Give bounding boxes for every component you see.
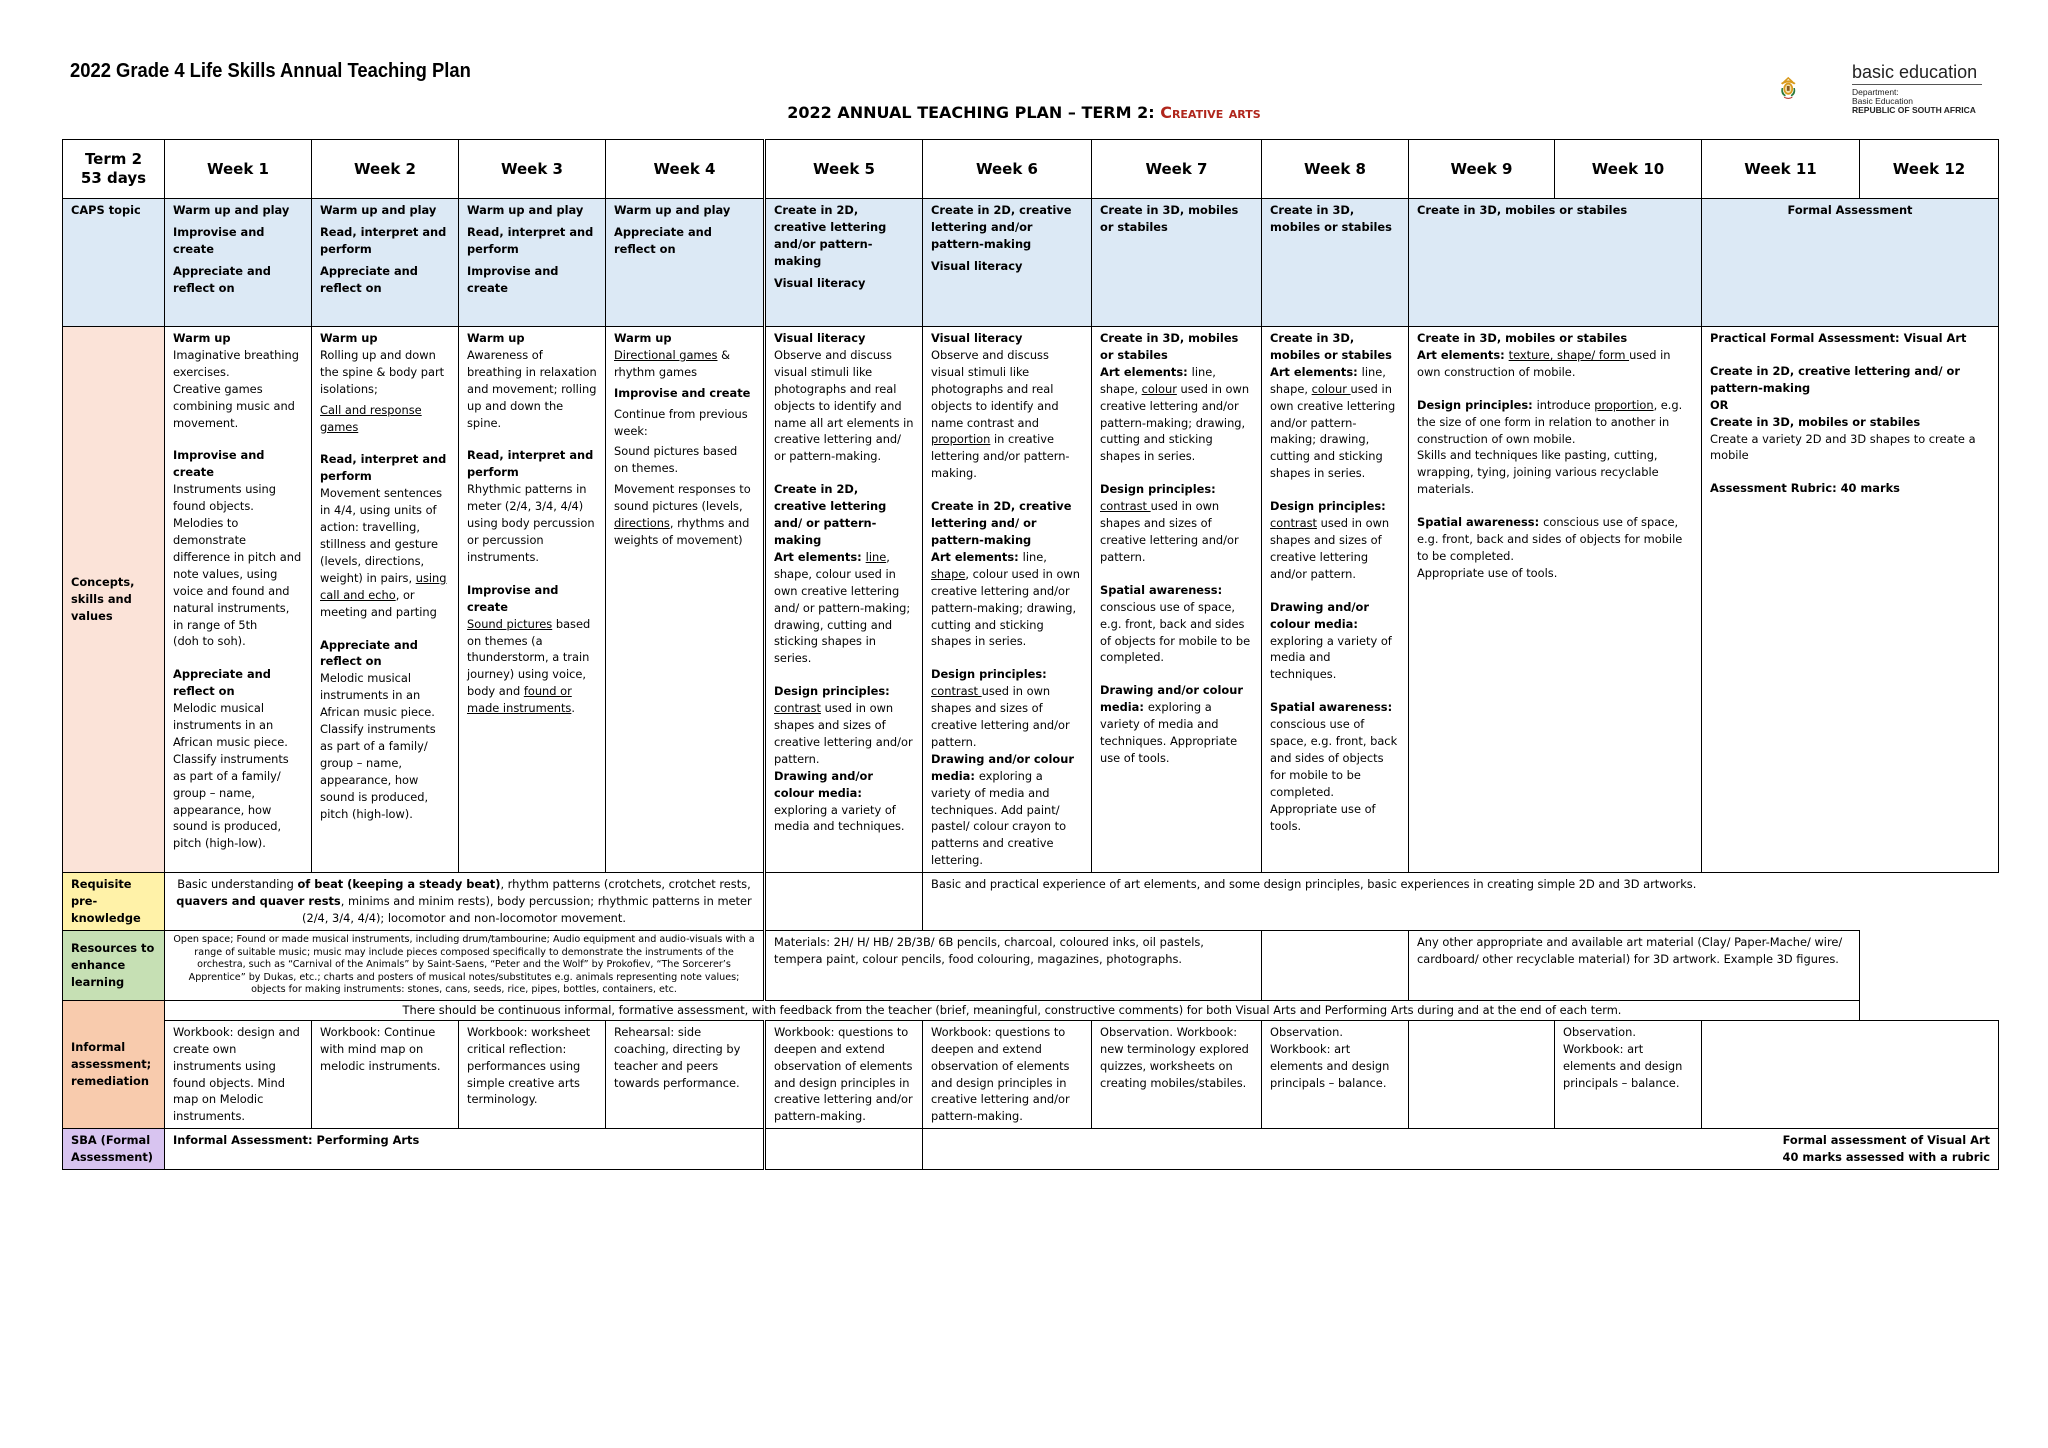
week-header: Week 11 [1702, 140, 1860, 199]
resources-music: Open space; Found or made musical instruments, including drum/tambourine; Audio equipment and audio-visuals with a range of suitable music; music may include pieces composed specifically to demonstrate the instruments of the orchestra, such as “Carnival of the Animals” by Saint-Saens, “Peter and the Wolf” by Prokofiev, “The Sorcerer’s Apprentice” by Dukas, etc.; charts and posters of musical notes/substitutes e.g. animals representing note values; objects for making instruments: stones, cans, seeds, rice, pipes, bottles, containers, etc. [165, 930, 765, 1000]
informal-banner-row [63, 1000, 1999, 1020]
concept-text: exploring a variety of media and techniques. Add paint/ pastel/ colour crayon to patterns and creative lettering. [931, 768, 1067, 868]
caps-cell-w11-12: Formal Assessment [1702, 199, 1999, 327]
concept-text: contrast [1100, 499, 1151, 514]
concepts-cell-w3 [459, 327, 606, 873]
concept-text: exploring a variety of media and techniques. Appropriate use of tools. [1100, 700, 1238, 765]
concept-text: Melodic musical instruments in an African music piece. Classify instruments as part of a family/ group – name, appearance, how sound is produced, pitch (high-low). [173, 701, 289, 851]
concept-heading: Warm up [320, 331, 378, 345]
week-header: Week 9 [1409, 140, 1555, 199]
concept-text: Instruments using found objects. [173, 482, 276, 514]
concept-text: , colour used in own creative lettering and/or pattern-making; drawing, cutting and sticking shapes in series. [931, 566, 1081, 649]
concept-text: line [865, 549, 887, 564]
teaching-plan-table [62, 139, 1999, 1170]
caps-cell-w4 [606, 199, 765, 327]
caps-cell-w5 [765, 199, 923, 327]
caps-item: Warm up and play [614, 203, 731, 217]
concepts-cell-w9-10 [1409, 327, 1702, 873]
concept-text: Melodic musical instruments in an African music piece. Classify instruments as part of a family/ group – name, appearance, how sound is produced, pitch (high-low). [320, 671, 436, 821]
resources-empty [1262, 930, 1409, 1000]
concept-heading: Warm up [467, 331, 525, 345]
concept-heading: Design principles: [774, 684, 890, 699]
caps-item: Warm up and play [320, 203, 437, 217]
concept-text: Rolling up and down the spine & body part isolations; [320, 347, 445, 396]
sba-row [63, 1129, 1999, 1170]
week-header: Week 12 [1860, 140, 1999, 199]
concept-text: Skills and techniques like pasting, cutting, wrapping, tying, joining various recyclable materials. [1417, 448, 1659, 497]
concept-heading: Assessment Rubric: 40 marks [1710, 481, 1900, 496]
concept-heading: Art elements: [931, 549, 1023, 564]
concept-heading: Drawing and/or colour media: [931, 751, 1074, 783]
row-label-concepts: Concepts, skills and values [63, 327, 165, 873]
caps-item: Read, interpret and perform [320, 224, 447, 256]
concept-text: Rhythmic patterns in meter (2/4, 3/4, 4/4) using body percussion or percussion instruments. [467, 482, 595, 564]
concepts-cell-w4 [606, 327, 765, 873]
informal-w5: Workbook: questions to deepen and extend observation of elements and design principles in creative lettering and/or pattern-making. [765, 1020, 923, 1128]
concept-text: Melodies to demonstrate difference in pitch and note values, using voice and found and natural instruments, in range of 5th [173, 516, 302, 632]
concept-heading: Drawing and/or colour media: [1270, 599, 1369, 631]
concept-heading: Design principles: [1417, 397, 1537, 412]
concept-text: line, shape, [1270, 364, 1386, 396]
concept-heading: Design principles: [1100, 482, 1216, 497]
concept-heading: Practical Formal Assessment: Visual Art [1710, 331, 1967, 345]
week-header: Week 3 [459, 140, 606, 199]
concept-text: conscious use of space, e.g. front, back and sides of objects for mobile to be completed. Appropriate use of tools. [1270, 717, 1398, 833]
sba-left: Informal Assessment: Performing Arts [165, 1129, 765, 1170]
caps-item: Improvise and create [173, 224, 265, 256]
concept-heading: Spatial awareness: [1100, 582, 1223, 597]
caps-item: Create in 2D, creative lettering and/or pattern-making [774, 203, 887, 268]
caps-cell-w9-10: Create in 3D, mobiles or stabiles [1409, 199, 1702, 327]
prereq-text: , rhythm patterns (crotchets, crotchet rests, [500, 877, 751, 892]
caps-item: Warm up and play [173, 203, 290, 217]
concept-text: in creative lettering and/or pattern-making. [931, 432, 1070, 481]
logo-sub-2: Basic Education [1852, 96, 1913, 106]
concept-text: , e.g. the size of one form in relation to another in construction of own mobile. [1417, 397, 1683, 446]
concepts-cell-w1 [165, 327, 312, 873]
logo-sub-1: Department: [1852, 87, 1899, 97]
week-header: Week 5 [765, 140, 923, 199]
caps-item: Warm up and play [467, 203, 584, 217]
caps-cell-w8: Create in 3D, mobiles or stabiles [1262, 199, 1409, 327]
resources-blank [1860, 930, 1999, 1000]
row-label-sba: SBA (Formal Assessment) [63, 1129, 165, 1170]
concept-heading: OR [1710, 397, 1729, 412]
caps-cell-w1 [165, 199, 312, 327]
plan-title [0, 103, 2048, 122]
concept-heading: Read, interpret and perform [320, 452, 447, 484]
concept-heading: Visual literacy [774, 331, 866, 345]
informal-row [63, 1020, 1999, 1128]
caps-item: Appreciate and reflect on [173, 263, 271, 295]
concept-heading: Warm up [614, 331, 672, 345]
concept-heading: Spatial awareness: [1270, 700, 1393, 715]
informal-w11-12 [1702, 1020, 1999, 1128]
concept-text: Observe and discuss visual stimuli like photographs and real objects to identify and name all art elements in creative lettering and/ or pattern-making. [774, 347, 914, 464]
concept-heading: Create in 2D, creative lettering and/ or pattern-making [1710, 363, 1960, 395]
concept-text: Appropriate use of tools. [1417, 565, 1558, 580]
concepts-cell-w5 [765, 327, 923, 873]
concept-text: contrast [1270, 516, 1317, 531]
term-corner-cell [63, 140, 165, 199]
concept-text: proportion [931, 432, 991, 447]
term-days: 53 days [80, 169, 147, 187]
logo-sub-3: REPUBLIC OF SOUTH AFRICA [1852, 105, 1976, 115]
row-label-prereq: Requisite pre-knowledge [63, 873, 165, 931]
resources-other: Any other appropriate and available art material (Clay/ Paper-Mache/ wire/ cardboard/ other recyclable material) for 3D artwork. Example 3D figures. [1409, 930, 1860, 1000]
concept-heading: Create in 3D, mobiles or stabiles [1417, 331, 1628, 345]
concept-text: proportion [1594, 397, 1654, 412]
caps-cell-w7: Create in 3D, mobiles or stabiles [1092, 199, 1262, 327]
informal-banner-blank [1860, 1000, 1999, 1020]
week-header: Week 6 [923, 140, 1092, 199]
concept-text: Sound pictures [467, 616, 553, 631]
concept-text: Imaginative breathing exercises. [173, 347, 299, 379]
concept-heading: Create in 3D, mobiles or stabiles [1270, 331, 1392, 362]
concepts-cell-w8 [1262, 327, 1409, 873]
informal-w9 [1409, 1020, 1555, 1128]
caps-item: Visual literacy [774, 275, 866, 290]
informal-w8: Observation. Workbook: art elements and design principals – balance. [1262, 1020, 1409, 1128]
caps-cell-w2 [312, 199, 459, 327]
term-label: Term 2 [84, 150, 143, 168]
plan-title-accent: Creative arts [1160, 103, 1261, 122]
concept-heading: Create in 3D, mobiles or stabiles [1710, 414, 1921, 429]
sba-right [923, 1129, 1999, 1170]
concept-text: line, [1022, 549, 1047, 564]
concept-heading: Drawing and/or colour media: [1100, 683, 1243, 715]
concept-text: colour [1141, 381, 1177, 396]
concept-text: Continue from previous week: [614, 406, 748, 438]
concept-heading: Appreciate and reflect on [320, 637, 418, 669]
week-header: Week 1 [165, 140, 312, 199]
logo-divider [1852, 84, 1982, 85]
concept-text: found or made instruments [467, 684, 572, 716]
concept-text: line, shape, [1100, 364, 1216, 396]
concept-heading: Read, interpret and perform [467, 448, 594, 480]
concept-text: used in own shapes and sizes of creative lettering and/or pattern. [931, 684, 1070, 749]
concept-heading: Art elements: [774, 549, 866, 564]
caps-item: Create in 2D, creative lettering and/or pattern-making [931, 203, 1072, 251]
concept-heading: Improvise and create [614, 385, 751, 400]
prereq-art: Basic and practical experience of art elements, and some design principles, basic experiences in creating simple 2D and 3D artworks. [923, 873, 1999, 931]
concept-text: conscious use of space, e.g. front, back and sides of objects for mobile to be completed. [1417, 515, 1683, 563]
sba-empty [765, 1129, 923, 1170]
concept-text: Movement sentences in 4/4, using units of action: travelling, stillness and gesture (levels, directions, weight) in pairs, [320, 486, 443, 585]
concept-text: Sound pictures based on themes. [614, 444, 738, 476]
caps-cell-w6 [923, 199, 1092, 327]
concept-text: Create a variety 2D and 3D shapes to create a mobile [1710, 431, 1976, 463]
resources-row [63, 930, 1999, 1000]
concept-text: colour [1311, 381, 1351, 396]
concept-text: , or meeting and parting [320, 587, 437, 619]
concept-heading: Spatial awareness: [1417, 515, 1544, 530]
concepts-cell-w2 [312, 327, 459, 873]
concept-heading: Create in 3D, mobiles or stabiles [1100, 331, 1239, 362]
row-label-resources: Resources to enhance learning [63, 930, 165, 1000]
concept-heading: Warm up [173, 331, 231, 345]
concept-heading: Appreciate and reflect on [173, 667, 271, 699]
concept-heading: Improvise and create [173, 448, 265, 480]
concept-text: Movement responses to sound pictures (levels, [614, 482, 751, 514]
concept-text: texture, shape/ form [1508, 347, 1630, 362]
informal-banner: There should be continuous informal, formative assessment, with feedback from the teacher (brief, meaningful, constructive comments) for both Visual Arts and Performing Arts during and at the end of each term. [165, 1000, 1860, 1020]
row-label-informal: Informal assessment; remediation [63, 1000, 165, 1128]
concept-text: shape [931, 566, 966, 581]
resources-materials: Materials: 2H/ H/ HB/ 2B/3B/ 6B pencils, charcoal, coloured inks, oil pastels, tempera paint, colour pencils, food colouring, magazines, photographs. [765, 930, 1262, 1000]
prereq-text: of beat (keeping a steady beat) [297, 877, 501, 892]
caps-cell-w3 [459, 199, 606, 327]
concept-text: directions [614, 516, 670, 531]
concept-text: Awareness of breathing in relaxation and movement; rolling up and down the spine. [467, 347, 597, 430]
concepts-cell-w11-12 [1702, 327, 1999, 873]
concept-text: Directional games [614, 347, 718, 362]
prereq-text: Basic understanding [177, 877, 298, 892]
concept-text: Observe and discuss visual stimuli like photographs and real objects to identify and name contrast and [931, 347, 1059, 430]
informal-w10: Observation. Workbook: art elements and design principals – balance. [1555, 1020, 1702, 1128]
coat-of-arms-icon [1776, 50, 1846, 124]
concept-heading: Art elements: [1417, 347, 1509, 362]
caps-item: Appreciate and reflect on [614, 224, 712, 256]
concept-text: used in own creative lettering and/or pattern-making; drawing, cutting and sticking shapes in series. [1100, 381, 1250, 464]
concept-heading: Design principles: [1270, 499, 1386, 514]
caps-item: Appreciate and reflect on [320, 263, 418, 295]
concept-heading: Drawing and/or colour media: [774, 768, 873, 800]
prereq-empty [765, 873, 923, 931]
informal-w3: Workbook: worksheet critical reflection: performances using simple creative arts terminology. [459, 1020, 606, 1128]
concept-text: Creative games combining music and movement. [173, 381, 295, 430]
concept-text: used in own shapes and sizes of creative lettering and/or pattern. [774, 701, 913, 766]
caps-item: Improvise and create [467, 263, 559, 295]
prereq-text: quavers and quaver rests [176, 894, 341, 909]
logo-text: basic education [1852, 62, 1978, 82]
caps-topic-row [63, 199, 1999, 327]
concept-text: (doh to soh). [173, 634, 246, 649]
concept-text: & rhythm games [614, 347, 730, 379]
week-header: Week 8 [1262, 140, 1409, 199]
concepts-row [63, 327, 1999, 873]
document-title: 2022 Grade 4 Life Skills Annual Teaching Plan [70, 60, 471, 82]
concept-text: Call and response games [320, 402, 422, 434]
concept-text: used in own creative lettering and/or pattern-making; drawing, cutting and sticking shapes in series. [1270, 381, 1396, 481]
concepts-cell-w6 [923, 327, 1092, 873]
informal-w7: Observation. Workbook: new terminology explored quizzes, worksheets on creating mobiles/stabiles. [1092, 1020, 1262, 1128]
week-header: Week 10 [1555, 140, 1702, 199]
row-label-caps: CAPS topic [63, 199, 165, 327]
concept-heading: Create in 2D, creative lettering and/ or pattern-making [774, 482, 887, 547]
week-header: Week 4 [606, 140, 765, 199]
concept-heading: Art elements: [1270, 364, 1362, 379]
caps-item: Visual literacy [931, 258, 1023, 273]
concept-heading: Visual literacy [931, 331, 1023, 345]
informal-w4: Rehearsal: side coaching, directing by teacher and peers towards performance. [606, 1020, 765, 1128]
caps-item: Read, interpret and perform [467, 224, 594, 256]
sba-right-line1: Formal assessment of Visual Art [1782, 1133, 1990, 1148]
concept-heading: Improvise and create [467, 582, 559, 614]
plan-title-prefix: 2022 ANNUAL TEACHING PLAN – TERM 2: [787, 103, 1161, 122]
concept-text: used in own shapes and sizes of creative lettering and/or pattern. [1270, 516, 1390, 581]
concept-text: used in own shapes and sizes of creative lettering and/or pattern. [1100, 499, 1239, 564]
informal-w1: Workbook: design and create own instruments using found objects. Mind map on Melodic instruments. [165, 1020, 312, 1128]
week-header-row [63, 140, 1999, 199]
concept-text: contrast [774, 701, 821, 716]
informal-w2: Workbook: Continue with mind map on melodic instruments. [312, 1020, 459, 1128]
concept-heading: Design principles: [931, 667, 1047, 682]
prereq-text: , minims and minim rests), body percussion; rhythmic patterns in meter (2/4, 3/4, 4/4); locomotor and non-locomotor movement. [302, 894, 752, 925]
concept-heading: Art elements: [1100, 364, 1192, 379]
concept-text: used in own construction of mobile. [1417, 347, 1671, 379]
concept-heading: Create in 2D, creative lettering and/ or pattern-making [931, 499, 1072, 547]
concept-text: using call and echo [320, 570, 447, 602]
concepts-cell-w7 [1092, 327, 1262, 873]
concept-text: , shape, colour used in own creative lettering and/ or pattern-making; drawing, cutting and sticking shapes in series. [774, 549, 911, 666]
concept-text: . [571, 701, 575, 716]
informal-w6: Workbook: questions to deepen and extend observation of elements and design principles in creative lettering and/or pattern-making. [923, 1020, 1092, 1128]
week-header: Week 7 [1092, 140, 1262, 199]
concept-text: exploring a variety of media and techniques. [1270, 633, 1392, 682]
concept-text: contrast [931, 684, 982, 699]
concept-text: conscious use of space, e.g. front, back and sides of objects for mobile to be completed. [1100, 599, 1251, 665]
sba-right-line2: 40 marks assessed with a rubric [1782, 1150, 1990, 1165]
prereq-row [63, 873, 1999, 931]
week-header: Week 2 [312, 140, 459, 199]
prereq-music [165, 873, 765, 931]
concept-text: introduce [1536, 397, 1595, 412]
concept-text: exploring a variety of media and techniques. [774, 802, 905, 834]
concept-text: based on themes (a thunderstorm, a train journey) using voice, body and [467, 616, 591, 699]
concept-text: , rhythms and weights of movement) [614, 516, 750, 547]
